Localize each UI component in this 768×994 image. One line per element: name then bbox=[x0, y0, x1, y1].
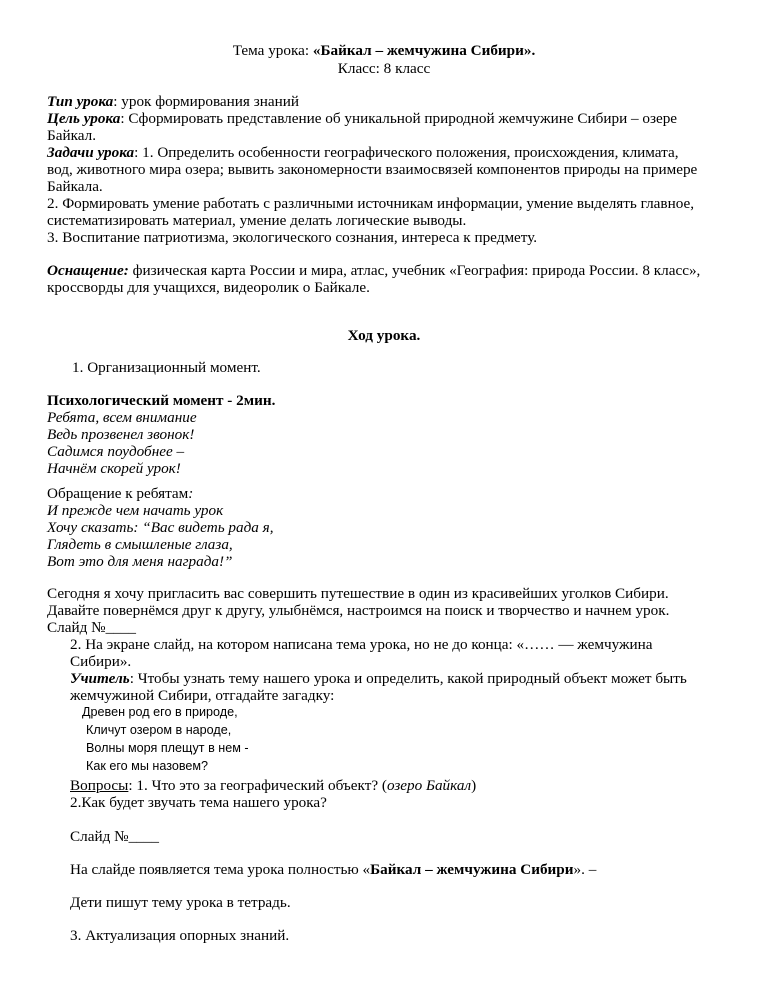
lesson-progress-title: Ход урока. bbox=[347, 327, 421, 344]
tasks-line: вод, животного мира озера; вывить закономерности взаимосвязей компонентов природы на примере bbox=[47, 161, 698, 178]
intro-text: Давайте повернёмся друг к другу, улыбнёмся, настроимся на поиск и творчество и начнем урок. bbox=[47, 602, 670, 619]
tasks-line: Байкала. bbox=[47, 178, 103, 195]
slide-number: Слайд №____ bbox=[70, 828, 159, 845]
step-2-cont: Сибири». bbox=[70, 653, 132, 670]
riddle-line: Древен род его в природе, bbox=[82, 705, 238, 719]
teacher-line-cont: жемчужиной Сибири, отгадайте загадку: bbox=[70, 687, 335, 704]
poem-line: И прежде чем начать урок bbox=[47, 502, 224, 519]
topic-reveal: На слайде появляется тема урока полностью «Байкал – жемчужина Сибири». – bbox=[70, 861, 597, 878]
lesson-topic: Тема урока: «Байкал – жемчужина Сибири». bbox=[232, 42, 536, 59]
poem-line: Вот это для меня награда!” bbox=[47, 553, 233, 570]
topic-title: «Байкал – жемчужина Сибири». bbox=[312, 42, 536, 59]
lesson-tasks: Задачи урока: 1. Определить особенности географического положения, происхождения, климата, bbox=[47, 144, 679, 161]
address-title: Обращение к ребятам: bbox=[47, 485, 194, 502]
riddle-line: Волны моря плещут в нем - bbox=[86, 741, 249, 755]
lesson-goal: Цель урока: Сформировать представление об уникальной природной жемчужине Сибири – озере bbox=[47, 110, 678, 127]
grade-line: Класс: 8 класс bbox=[337, 60, 431, 77]
step-3: 3. Актуализация опорных знаний. bbox=[70, 927, 290, 944]
tasks-line: систематизировать материал, умение делать логические выводы. bbox=[47, 212, 467, 229]
question-2: 2.Как будет звучать тема нашего урока? bbox=[70, 794, 327, 811]
riddle-line: Кличут озером в народе, bbox=[86, 723, 232, 737]
poem-line: Глядеть в смышленые глаза, bbox=[47, 536, 233, 553]
lesson-goal-cont: Байкал. bbox=[47, 127, 96, 144]
equipment: Оснащение: физическая карта России и мира, атлас, учебник «География: природа России. 8 класс», bbox=[47, 262, 701, 279]
teacher-line: Учитель: Чтобы узнать тему нашего урока и определить, какой природный объект может быть bbox=[70, 670, 687, 687]
psych-moment-title: Психологический момент - 2мин. bbox=[47, 392, 276, 409]
step-2: 2. На экране слайд, на котором написана тема урока, но не до конца: «…… — жемчужина bbox=[70, 636, 653, 653]
step-1: 1. Организационный момент. bbox=[72, 359, 261, 376]
slide-number: Слайд №____ bbox=[47, 619, 136, 636]
kids-write: Дети пишут тему урока в тетрадь. bbox=[70, 894, 291, 911]
lesson-type: Тип урока: урок формирования знаний bbox=[47, 93, 299, 110]
intro-text: Сегодня я хочу пригласить вас совершить путешествие в один из красивейших уголков Сибири. bbox=[47, 585, 669, 602]
poem-line: Ведь прозвенел звонок! bbox=[47, 426, 195, 443]
questions: Вопросы: 1. Что это за географический объект? (озеро Байкал) bbox=[70, 777, 477, 794]
poem-line: Садимся поудобнее – bbox=[47, 443, 185, 460]
riddle-line: Как его мы назовем? bbox=[86, 759, 209, 773]
poem-line: Начнём скорей урок! bbox=[47, 460, 181, 477]
poem-line: Хочу сказать: “Вас видеть рада я, bbox=[47, 519, 274, 536]
tasks-line: 2. Формировать умение работать с различными источникам информации, умение выделять главное, bbox=[47, 195, 695, 212]
tasks-line: 3. Воспитание патриотизма, экологического сознания, интереса к предмету. bbox=[47, 229, 538, 246]
poem-line: Ребята, всем внимание bbox=[47, 409, 197, 426]
equipment-cont: кроссворды для учащихся, видеоролик о Байкале. bbox=[47, 279, 370, 296]
